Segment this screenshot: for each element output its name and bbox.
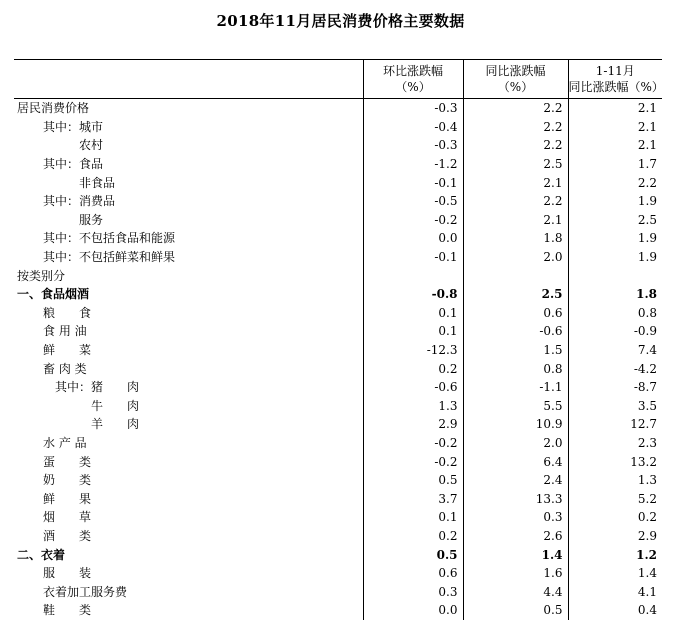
ytd-value: -0.9 xyxy=(568,322,662,341)
mom-value: -0.6 xyxy=(363,378,463,397)
table-row xyxy=(14,136,662,155)
table-row xyxy=(14,118,662,137)
yoy-value: 0.6 xyxy=(463,304,568,323)
row-label: 其中：不包括食品和能源 xyxy=(43,231,176,246)
mom-value: 0.3 xyxy=(363,582,463,601)
ytd-value: 1.9 xyxy=(568,248,662,267)
ytd-value: 5.2 xyxy=(568,489,662,508)
table-row xyxy=(14,415,662,434)
mom-value: 0.0 xyxy=(363,229,463,248)
row-label: 服务 xyxy=(79,212,104,227)
ytd-value: 7.4 xyxy=(568,341,662,360)
mom-value: -0.2 xyxy=(363,452,463,471)
ytd-value: 1.2 xyxy=(568,545,662,564)
row-label: 鞋 类 xyxy=(43,603,92,618)
mom-value: 0.2 xyxy=(363,527,463,546)
yoy-value: 2.5 xyxy=(463,155,568,174)
mom-value: -1.2 xyxy=(363,155,463,174)
ytd-value: 2.1 xyxy=(568,99,662,118)
row-label: 其中：城市 xyxy=(43,119,104,134)
row-label: 鲜 果 xyxy=(43,491,92,506)
table-row xyxy=(14,471,662,490)
row-label: 服 装 xyxy=(43,566,92,581)
ytd-value: 1.8 xyxy=(568,285,662,304)
mom-value: 0.6 xyxy=(363,564,463,583)
header-yoy-line2: （%） xyxy=(497,80,534,94)
yoy-value: 2.1 xyxy=(463,211,568,230)
mom-value: 0.2 xyxy=(363,359,463,378)
ytd-value: 13.2 xyxy=(568,452,662,471)
row-label: 其中：食品 xyxy=(43,157,104,172)
yoy-value: 2.6 xyxy=(463,527,568,546)
ytd-value: 1.9 xyxy=(568,229,662,248)
row-label: 畜 肉 类 xyxy=(43,361,87,376)
yoy-value: 1.8 xyxy=(463,229,568,248)
row-label: 羊 肉 xyxy=(91,417,140,432)
row-label: 非食品 xyxy=(79,175,116,190)
yoy-value: 0.3 xyxy=(463,508,568,527)
mom-value xyxy=(363,266,463,285)
page-title: 2018年11月居民消费价格主要数据 xyxy=(216,12,465,30)
yoy-value: 13.3 xyxy=(463,489,568,508)
row-label: 一、食品烟酒 xyxy=(17,287,90,302)
cpi-data-table xyxy=(14,59,662,620)
ytd-value: 0.8 xyxy=(568,304,662,323)
yoy-value: 2.4 xyxy=(463,471,568,490)
table-row xyxy=(14,601,662,620)
header-item-column xyxy=(14,60,363,99)
table-row xyxy=(14,304,662,323)
yoy-value: 1.6 xyxy=(463,564,568,583)
yoy-value: 2.2 xyxy=(463,118,568,137)
row-label: 食 用 油 xyxy=(43,324,87,339)
yoy-value xyxy=(463,266,568,285)
mom-value: -0.4 xyxy=(363,118,463,137)
ytd-value: 3.5 xyxy=(568,397,662,416)
table-row xyxy=(14,192,662,211)
ytd-value xyxy=(568,266,662,285)
table-row xyxy=(14,155,662,174)
yoy-value: 2.5 xyxy=(463,285,568,304)
table-row xyxy=(14,322,662,341)
ytd-value: 1.7 xyxy=(568,155,662,174)
row-label: 蛋 类 xyxy=(43,454,92,469)
row-label: 衣着加工服务费 xyxy=(43,584,128,599)
ytd-value: 2.5 xyxy=(568,211,662,230)
yoy-value: 2.2 xyxy=(463,99,568,118)
yoy-value: 5.5 xyxy=(463,397,568,416)
row-label: 二、衣着 xyxy=(17,547,66,562)
mom-value: 0.1 xyxy=(363,508,463,527)
header-mom-line1: 环比涨跌幅 xyxy=(382,64,443,78)
yoy-value: 2.1 xyxy=(463,173,568,192)
ytd-value: 1.3 xyxy=(568,471,662,490)
table-row xyxy=(14,211,662,230)
yoy-value: 2.0 xyxy=(463,248,568,267)
row-label: 其中：不包括鲜菜和鲜果 xyxy=(43,250,176,265)
table-row xyxy=(14,434,662,453)
ytd-value: 1.4 xyxy=(568,564,662,583)
yoy-value: 1.4 xyxy=(463,545,568,564)
header-ytd-line2: 同比涨跌幅（%） xyxy=(568,80,664,94)
table-row xyxy=(14,285,662,304)
table-row xyxy=(14,527,662,546)
ytd-value: 1.9 xyxy=(568,192,662,211)
table-row xyxy=(14,229,662,248)
header-yoy-line1: 同比涨跌幅 xyxy=(485,64,546,78)
mom-value: 2.9 xyxy=(363,415,463,434)
ytd-value: 4.1 xyxy=(568,582,662,601)
mom-value: -0.3 xyxy=(363,136,463,155)
header-ytd-line1: 1-11月 xyxy=(595,64,635,78)
table-row xyxy=(14,397,662,416)
row-label: 水 产 品 xyxy=(43,435,87,450)
ytd-value: -8.7 xyxy=(568,378,662,397)
table-row xyxy=(14,508,662,527)
mom-value: -0.1 xyxy=(363,173,463,192)
mom-value: 0.5 xyxy=(363,545,463,564)
table-row xyxy=(14,489,662,508)
mom-value: -0.1 xyxy=(363,248,463,267)
mom-value: -12.3 xyxy=(363,341,463,360)
mom-value: -0.3 xyxy=(363,99,463,118)
yoy-value: 2.2 xyxy=(463,192,568,211)
table-row xyxy=(14,99,662,118)
table-row xyxy=(14,173,662,192)
ytd-value: 0.4 xyxy=(568,601,662,620)
table-row xyxy=(14,341,662,360)
ytd-value: 2.1 xyxy=(568,136,662,155)
yoy-value: 4.4 xyxy=(463,582,568,601)
yoy-value: 6.4 xyxy=(463,452,568,471)
yoy-value: 1.5 xyxy=(463,341,568,360)
mom-value: 0.1 xyxy=(363,304,463,323)
mom-value: 0.1 xyxy=(363,322,463,341)
row-label: 鲜 菜 xyxy=(43,343,92,358)
table-row xyxy=(14,378,662,397)
ytd-value: 2.3 xyxy=(568,434,662,453)
ytd-value: -4.2 xyxy=(568,359,662,378)
mom-value: 3.7 xyxy=(363,489,463,508)
yoy-value: 0.8 xyxy=(463,359,568,378)
row-label: 农村 xyxy=(79,138,104,153)
ytd-value: 0.2 xyxy=(568,508,662,527)
table-row xyxy=(14,582,662,601)
mom-value: -0.2 xyxy=(363,434,463,453)
ytd-value: 2.9 xyxy=(568,527,662,546)
table-row xyxy=(14,359,662,378)
header-mom-change xyxy=(363,60,463,99)
ytd-value: 2.1 xyxy=(568,118,662,137)
table-row xyxy=(14,266,662,285)
mom-value: -0.8 xyxy=(363,285,463,304)
row-label: 烟 草 xyxy=(43,510,92,525)
table-body xyxy=(14,99,662,620)
table-row xyxy=(14,545,662,564)
yoy-value: -0.6 xyxy=(463,322,568,341)
row-label: 按类别分 xyxy=(17,268,66,283)
yoy-value: 10.9 xyxy=(463,415,568,434)
yoy-value: 0.5 xyxy=(463,601,568,620)
header-yoy-change xyxy=(463,60,568,99)
table-header-row xyxy=(14,60,662,99)
yoy-value: 2.0 xyxy=(463,434,568,453)
row-label: 酒 类 xyxy=(43,528,92,543)
header-mom-line2: （%） xyxy=(395,80,431,94)
row-label: 其中：消费品 xyxy=(43,194,116,209)
row-label: 粮 食 xyxy=(43,305,92,320)
row-label: 奶 类 xyxy=(43,473,92,488)
row-label: 牛 肉 xyxy=(91,398,140,413)
mom-value: 0.5 xyxy=(363,471,463,490)
mom-value: -0.5 xyxy=(363,192,463,211)
row-label: 居民消费价格 xyxy=(17,101,90,116)
mom-value: 1.3 xyxy=(363,397,463,416)
row-label: 其中：猪 肉 xyxy=(55,380,140,395)
mom-value: 0.0 xyxy=(363,601,463,620)
yoy-value: -1.1 xyxy=(463,378,568,397)
ytd-value: 12.7 xyxy=(568,415,662,434)
yoy-value: 2.2 xyxy=(463,136,568,155)
table-row xyxy=(14,564,662,583)
header-ytd-change xyxy=(568,60,662,99)
table-row xyxy=(14,452,662,471)
table-row xyxy=(14,248,662,267)
mom-value: -0.2 xyxy=(363,211,463,230)
ytd-value: 2.2 xyxy=(568,173,662,192)
